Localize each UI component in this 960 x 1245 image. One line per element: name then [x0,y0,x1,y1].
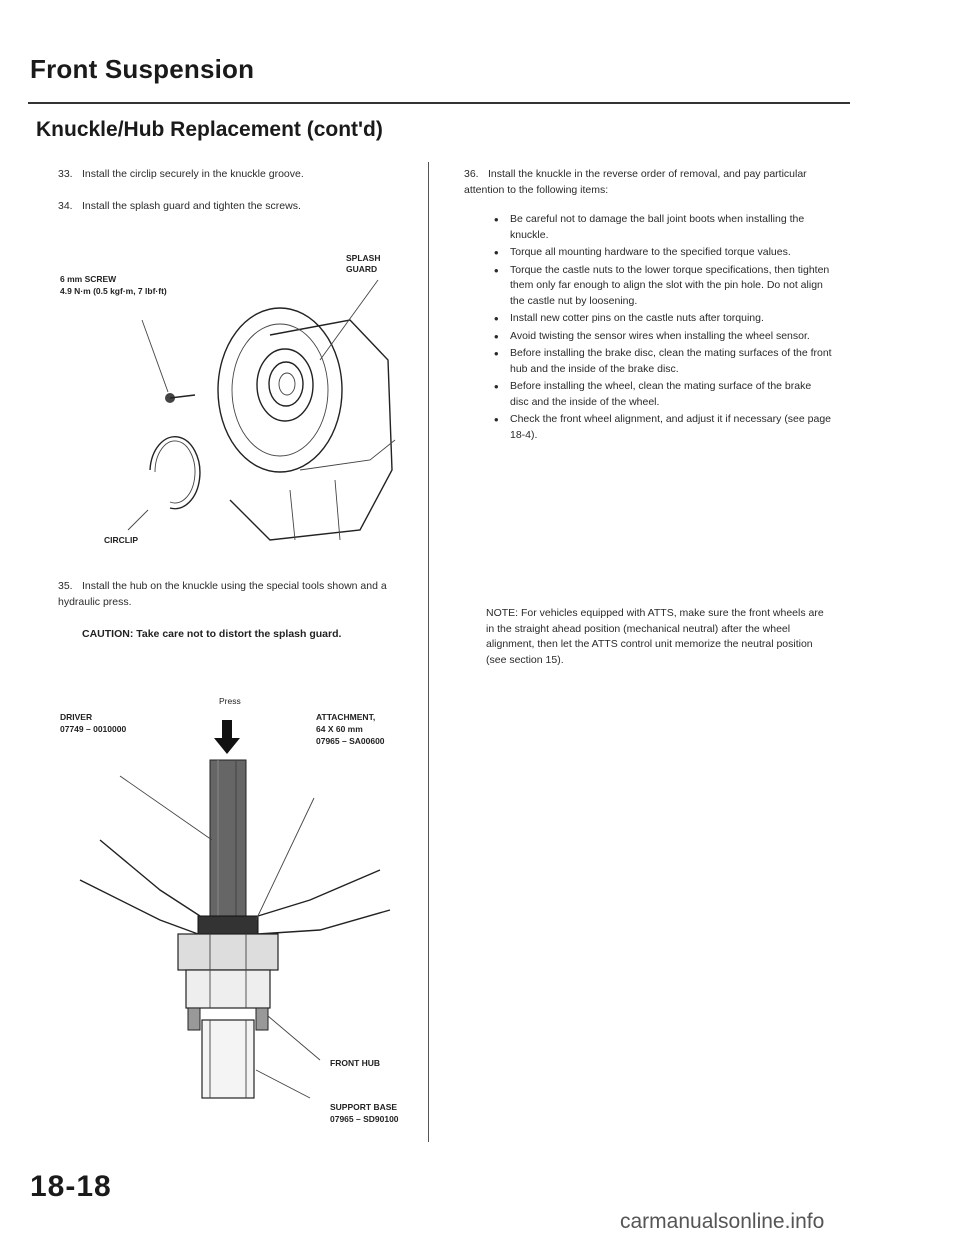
screw-label: 6 mm SCREW [60,274,117,284]
step-text: Install the splash guard and tighten the screws. [82,200,301,212]
attachment-label: ATTACHMENT, [316,712,376,722]
attention-items-list [488,212,832,445]
list-item: • Avoid twisting the sensor wires when installing the wheel sensor. [488,329,832,345]
circlip-label: CIRCLIP [104,535,138,545]
column-divider [428,162,429,1142]
list-item: • Be careful not to damage the ball joint boots when installing the knuckle. [488,212,832,243]
step-34 [58,198,418,214]
step-text: Install the circlip securely in the knuckle groove. [82,168,304,180]
step-text: Install the knuckle in the reverse order of removal, and pay particular attention to the following items: [464,168,807,196]
driver-label: DRIVER [60,712,93,722]
front-hub-label: FRONT HUB [330,1058,381,1068]
step-33 [58,166,418,182]
step-number: 34. [58,200,73,212]
step-35 [58,578,418,610]
attachment-size: 64 X 60 mm [316,724,363,734]
driver-part-number: 07749 – 0010000 [60,724,127,734]
section-title: Front Suspension [30,54,255,84]
header-rule [28,102,850,104]
hub-press-illustration [60,720,420,1100]
support-base-label: SUPPORT BASE [330,1102,398,1112]
watermark: carmanualsonline.info [620,1210,825,1233]
torque-label: 4.9 N·m (0.5 kgf·m, 7 lbf·ft) [60,286,167,296]
list-item: • Before installing the wheel, clean the mating surface of the brake disc and the inside of the wheel. [488,379,832,410]
list-item: • Before installing the brake disc, clean the mating surfaces of the front hub and the inside of the brake disc. [488,346,832,377]
atts-note: NOTE: For vehicles equipped with ATTS, make sure the front wheels are in the straight ahead position (mechanical neutral) after the wheel alignment, then let the ATTS control unit memorize the neutral position (see section 15). [486,607,824,666]
list-item: • Torque all mounting hardware to the specified torque values. [488,245,832,261]
step-text: Install the hub on the knuckle using the special tools shown and a hydraulic press. [58,580,387,608]
step-number: 33. [58,168,73,180]
page-subtitle: Knuckle/Hub Replacement (cont'd) [36,118,383,141]
caution-text: CAUTION: Take care not to distort the splash guard. [82,628,342,640]
support-base-part-number: 07965 – SD90100 [330,1114,399,1124]
step-number: 36. [464,168,479,180]
list-item: • Check the front wheel alignment, and adjust it if necessary (see page 18-4). [488,412,832,443]
list-item: • Torque the castle nuts to the lower torque specifications, then tighten them only far enough to align the slot with the pin hole. Do not align the castle nut by loosening. [488,263,832,310]
attachment-part-number: 07965 – SA00600 [316,736,385,746]
page-number: 18-18 [30,1170,112,1203]
splash-guard-label: SPLASH GUARD [346,253,381,274]
step-36 [464,166,834,198]
press-label: Press [219,696,241,706]
step-number: 35. [58,580,73,592]
list-item: • Install new cotter pins on the castle nuts after torquing. [488,311,832,327]
